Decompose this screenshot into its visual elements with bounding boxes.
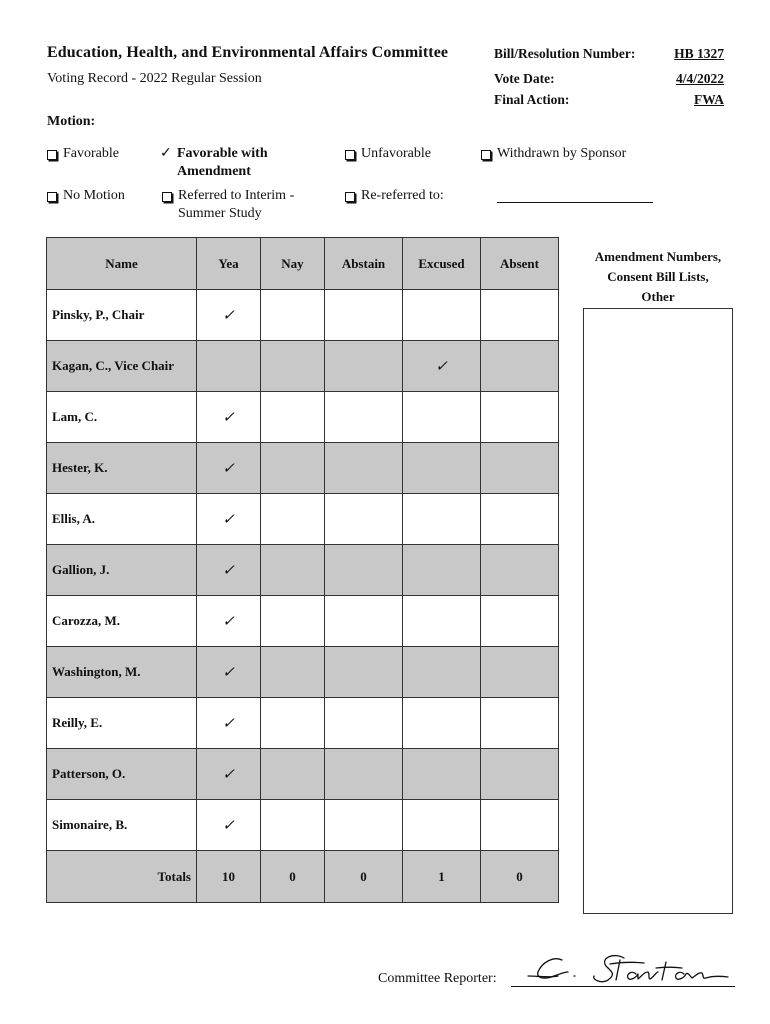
vote-cell-absent <box>481 443 559 494</box>
vote-cell-absent <box>481 647 559 698</box>
session-subtitle: Voting Record - 2022 Regular Session <box>47 71 262 86</box>
vote-cell-absent <box>481 698 559 749</box>
vote-cell-nay <box>261 698 325 749</box>
vote-cell-excused <box>403 647 481 698</box>
vote-cell-yea <box>197 341 261 392</box>
amendments-box[interactable] <box>583 308 733 914</box>
motion-option-favorable-with-amendment[interactable] <box>160 145 290 181</box>
vote-cell-absent <box>481 494 559 545</box>
total-nay: 0 <box>261 851 325 903</box>
vote-cell-yea: ✓ <box>197 494 261 545</box>
totals-label: Totals <box>47 851 197 903</box>
vote-cell-abstain <box>325 443 403 494</box>
table-row <box>47 290 559 341</box>
table-row <box>47 596 559 647</box>
amendments-header-line: Amendment Numbers, <box>594 249 722 264</box>
vote-cell-nay <box>261 494 325 545</box>
motion-option-label: Favorable with Amendment <box>177 146 268 179</box>
vote-cell-nay <box>261 341 325 392</box>
vote-cell-abstain <box>325 494 403 545</box>
vote-cell-abstain <box>325 647 403 698</box>
vote-cell-excused: ✓ <box>403 341 481 392</box>
reporter-signature <box>524 950 734 991</box>
vote-cell-abstain <box>325 545 403 596</box>
member-name: Simonaire, B. <box>47 800 197 851</box>
table-row <box>47 749 559 800</box>
committee-title: Education, Health, and Environmental Affairs Committee <box>47 44 449 61</box>
motion-option-label: Re-referred to: <box>361 188 444 203</box>
vote-cell-abstain <box>325 596 403 647</box>
amendments-header-line: Other <box>641 289 675 304</box>
final-action-label: Final Action: <box>494 92 570 107</box>
vote-cell-abstain <box>325 341 403 392</box>
vote-cell-yea: ✓ <box>197 443 261 494</box>
checkbox-icon[interactable] <box>345 192 355 202</box>
table-row <box>47 698 559 749</box>
motion-option-referred-interim[interactable] <box>162 187 322 223</box>
vote-cell-nay <box>261 647 325 698</box>
vote-cell-nay <box>261 545 325 596</box>
member-name: Hester, K. <box>47 443 197 494</box>
motion-option-label: Unfavorable <box>361 146 431 161</box>
amendments-header-line: Consent Bill Lists, <box>607 269 709 284</box>
vote-cell-excused <box>403 545 481 596</box>
vote-date-value: 4/4/2022 <box>675 71 724 86</box>
table-row <box>47 341 559 392</box>
bill-number-label: Bill/Resolution Number: <box>494 46 636 61</box>
vote-cell-excused <box>403 494 481 545</box>
vote-cell-yea: ✓ <box>197 698 261 749</box>
column-header-yea: Yea <box>197 238 261 290</box>
vote-cell-absent <box>481 290 559 341</box>
motion-option-label: Referred to Interim - Summer Study <box>178 188 295 221</box>
column-header-nay: Nay <box>261 238 325 290</box>
vote-cell-absent <box>481 800 559 851</box>
motion-option-unfavorable[interactable] <box>345 145 431 163</box>
vote-cell-absent <box>481 596 559 647</box>
vote-cell-yea: ✓ <box>197 596 261 647</box>
checkbox-icon[interactable] <box>481 150 491 160</box>
table-row <box>47 545 559 596</box>
checkbox-icon[interactable] <box>47 192 57 202</box>
vote-cell-excused <box>403 698 481 749</box>
total-excused: 1 <box>403 851 481 903</box>
vote-cell-absent <box>481 392 559 443</box>
column-header-excused: Excused <box>403 238 481 290</box>
total-absent: 0 <box>481 851 559 903</box>
member-name: Patterson, O. <box>47 749 197 800</box>
table-row <box>47 392 559 443</box>
checkmark-icon[interactable]: ✓ <box>160 146 172 161</box>
amendments-header <box>582 247 734 307</box>
total-abstain: 0 <box>325 851 403 903</box>
member-name: Carozza, M. <box>47 596 197 647</box>
vote-cell-abstain <box>325 749 403 800</box>
motion-option-label: Favorable <box>63 146 119 161</box>
motion-option-favorable[interactable] <box>47 145 119 163</box>
member-name: Pinsky, P., Chair <box>47 290 197 341</box>
vote-cell-nay <box>261 392 325 443</box>
vote-cell-excused <box>403 596 481 647</box>
total-yea: 10 <box>197 851 261 903</box>
vote-cell-absent <box>481 545 559 596</box>
member-name: Kagan, C., Vice Chair <box>47 341 197 392</box>
motion-option-label: Withdrawn by Sponsor <box>497 146 627 161</box>
vote-cell-yea: ✓ <box>197 290 261 341</box>
final-action-value: FWA <box>694 92 724 107</box>
vote-cell-nay <box>261 800 325 851</box>
vote-cell-abstain <box>325 800 403 851</box>
vote-cell-nay <box>261 596 325 647</box>
vote-cell-yea: ✓ <box>197 545 261 596</box>
member-name: Reilly, E. <box>47 698 197 749</box>
table-row <box>47 800 559 851</box>
vote-cell-abstain <box>325 392 403 443</box>
member-name: Washington, M. <box>47 647 197 698</box>
member-name: Ellis, A. <box>47 494 197 545</box>
table-row <box>47 647 559 698</box>
vote-cell-excused <box>403 800 481 851</box>
voting-table <box>46 237 559 903</box>
column-header-name: Name <box>47 238 197 290</box>
vote-cell-excused <box>403 290 481 341</box>
member-name: Gallion, J. <box>47 545 197 596</box>
table-header-row <box>47 238 559 290</box>
signature-image <box>524 950 734 986</box>
committee-reporter-label: Committee Reporter: <box>378 971 497 986</box>
bill-number-value: HB 1327 <box>674 46 724 61</box>
column-header-absent: Absent <box>481 238 559 290</box>
vote-cell-nay <box>261 443 325 494</box>
re-referred-blank-line[interactable] <box>497 202 653 203</box>
motion-option-no-motion[interactable] <box>47 187 125 205</box>
motion-option-label: No Motion <box>63 188 125 203</box>
vote-cell-yea: ✓ <box>197 392 261 443</box>
vote-cell-abstain <box>325 698 403 749</box>
vote-cell-excused <box>403 392 481 443</box>
motion-option-withdrawn[interactable] <box>481 145 626 163</box>
table-row <box>47 443 559 494</box>
vote-cell-excused <box>403 443 481 494</box>
totals-row <box>47 851 559 903</box>
motion-label: Motion: <box>47 114 96 129</box>
checkbox-icon[interactable] <box>47 150 57 160</box>
member-name: Lam, C. <box>47 392 197 443</box>
vote-cell-yea: ✓ <box>197 800 261 851</box>
vote-cell-yea: ✓ <box>197 647 261 698</box>
vote-cell-absent <box>481 341 559 392</box>
vote-cell-nay <box>261 290 325 341</box>
motion-option-re-referred[interactable] <box>345 187 444 205</box>
column-header-abstain: Abstain <box>325 238 403 290</box>
checkbox-icon[interactable] <box>162 192 172 202</box>
vote-cell-abstain <box>325 290 403 341</box>
checkbox-icon[interactable] <box>345 150 355 160</box>
vote-cell-nay <box>261 749 325 800</box>
table-row <box>47 494 559 545</box>
vote-date-label: Vote Date: <box>494 71 555 86</box>
vote-cell-excused <box>403 749 481 800</box>
vote-cell-yea: ✓ <box>197 749 261 800</box>
vote-cell-absent <box>481 749 559 800</box>
